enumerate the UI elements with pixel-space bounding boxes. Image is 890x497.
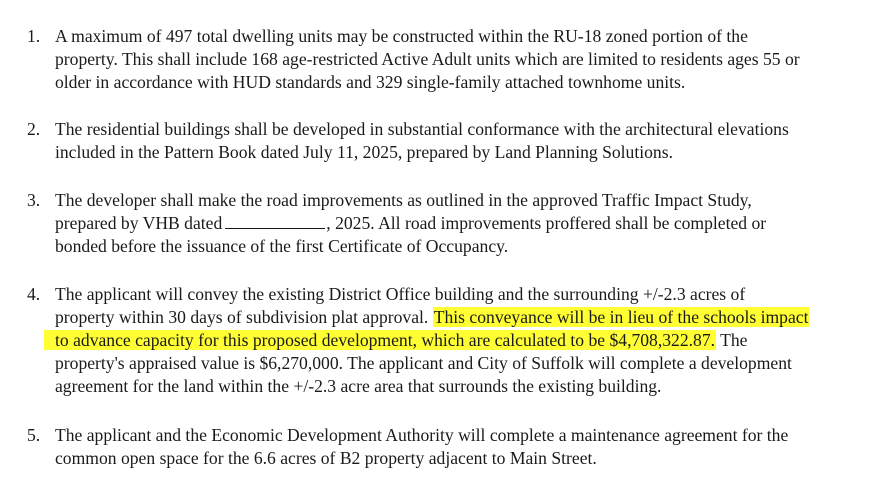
highlighted-text: to advance capacity for this proposed development, which are calculated to be $4,708,322.87. <box>44 330 716 350</box>
list-item-text-line: The developer shall make the road improvements as outlined in the approved Traffic Impact Study, <box>55 190 752 210</box>
list-item-text-line <box>55 306 809 329</box>
list-item-text-line: included in the Pattern Book dated July 11, 2025, prepared by Land Planning Solutions. <box>55 142 673 162</box>
list-item-text-line <box>55 212 766 235</box>
list-item-text-line <box>44 329 748 352</box>
list-item-text-line: A maximum of 497 total dwelling units may be constructed within the RU-18 zoned portion of the <box>55 26 748 46</box>
list-item-number: 1. <box>27 26 41 46</box>
list-item-text-line: property. This shall include 168 age-restricted Active Adult units which are limited to residents ages 55 or <box>55 49 800 69</box>
list-item-number: 2. <box>27 119 41 139</box>
list-item-number: 3. <box>27 190 41 210</box>
text-segment: property within 30 days of subdivision plat approval. <box>55 307 429 327</box>
list-item-text-line: agreement for the land within the +/-2.3 acre area that surrounds the existing building. <box>55 376 662 396</box>
text-segment: The <box>720 330 748 350</box>
blank-date-line <box>225 213 325 229</box>
highlighted-text: This conveyance will be in lieu of the schools impact <box>433 307 809 327</box>
list-item-number: 5. <box>27 425 41 445</box>
list-item-text-line: The applicant and the Economic Development Authority will complete a maintenance agreement for the <box>55 425 789 445</box>
list-item-text-line: The applicant will convey the existing District Office building and the surrounding +/-2.3 acres of <box>55 284 746 304</box>
list-item-text-line: older in accordance with HUD standards and 329 single-family attached townhome units. <box>55 72 686 92</box>
text-segment: prepared by VHB dated <box>55 213 223 233</box>
text-segment: , 2025. All road improvements proffered shall be completed or <box>326 213 767 233</box>
list-item-number: 4. <box>27 284 41 304</box>
list-item-text-line: property's appraised value is $6,270,000. The applicant and City of Suffolk will complete a development <box>55 353 792 373</box>
list-item-text-line: bonded before the issuance of the first Certificate of Occupancy. <box>55 236 509 256</box>
list-item-text-line: The residential buildings shall be developed in substantial conformance with the architectural elevations <box>55 119 789 139</box>
list-item-text-line: common open space for the 6.6 acres of B2 property adjacent to Main Street. <box>55 448 597 468</box>
